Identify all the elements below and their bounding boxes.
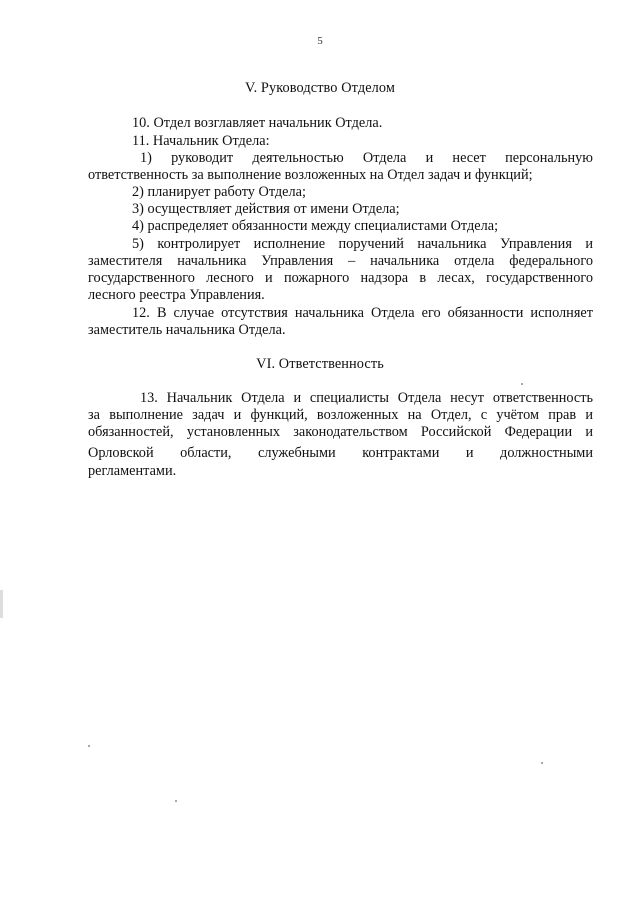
scan-margin-mark <box>0 590 3 618</box>
item-5-line-2: заместителя начальника Управления – начальника отдела федерального <box>88 253 593 269</box>
paragraph-13-line-4: Орловской области, служебными контрактами и должностными <box>88 445 593 461</box>
paragraph-12-line-2: заместитель начальника Отдела. <box>88 322 286 338</box>
paragraph-13-line-3: обязанностей, установленных законодательством Российской Федерации и <box>88 424 593 440</box>
paragraph-13-line-2: за выполнение задач и функций, возложенных на Отдел, с учётом прав и <box>88 407 593 423</box>
item-5-line-3: государственного лесного и пожарного надзора в лесах, государственного <box>88 270 593 286</box>
item-1-line-2: ответственность за выполнение возложенных на Отдел задач и функций; <box>88 167 533 183</box>
scan-speck <box>521 383 523 385</box>
scan-speck <box>88 745 90 747</box>
paragraph-13-line-1: 13. Начальник Отдела и специалисты Отдела несут ответственность <box>140 390 593 406</box>
paragraph-12-line-1: 12. В случае отсутствия начальника Отдела его обязанности исполняет <box>132 305 593 321</box>
item-2: 2) планирует работу Отдела; <box>132 184 306 200</box>
paragraph-11: 11. Начальник Отдела: <box>132 133 270 149</box>
item-1-line-1: 1) руководит деятельностью Отдела и несет персональную <box>140 150 593 166</box>
paragraph-13-line-5: регламентами. <box>88 463 177 479</box>
item-5-line-1: 5) контролирует исполнение поручений начальника Управления и <box>132 236 593 252</box>
section-6-heading: VI. Ответственность <box>256 356 384 372</box>
scan-speck <box>175 800 177 802</box>
item-4: 4) распределяет обязанности между специалистами Отдела; <box>132 218 499 234</box>
scan-speck <box>541 762 543 764</box>
page-number: 5 <box>317 35 323 47</box>
item-3: 3) осуществляет действия от имени Отдела; <box>132 201 400 217</box>
item-5-line-4: лесного реестра Управления. <box>88 287 265 303</box>
section-5-heading: V. Руководство Отделом <box>245 80 395 96</box>
paragraph-10: 10. Отдел возглавляет начальник Отдела. <box>132 115 383 131</box>
